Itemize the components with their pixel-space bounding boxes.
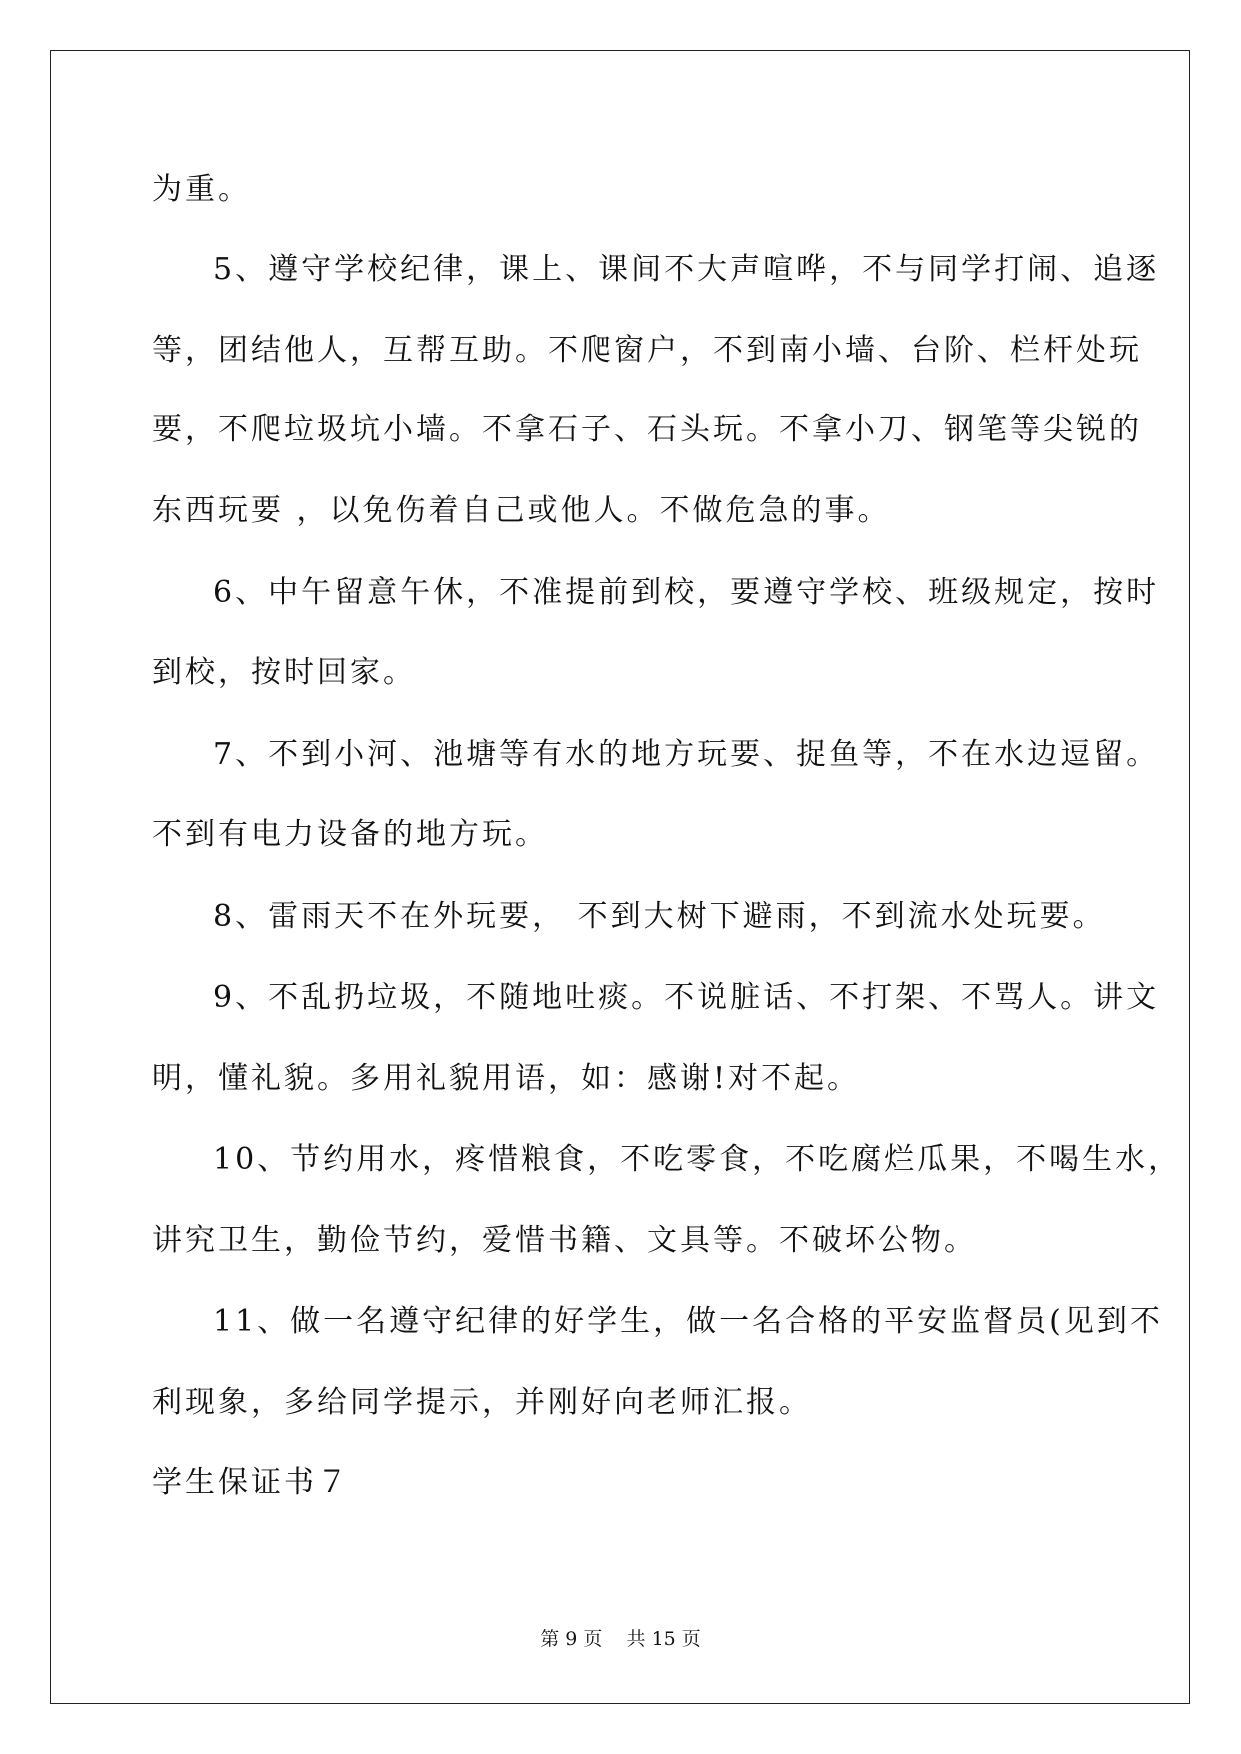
text-line: 5、遵守学校纪律，课上、课间不大声喧哗，不与同学打闹、追逐	[213, 252, 1160, 287]
text-line: 要，不爬垃圾坑小墙。不拿石子、石头玩。不拿小刀、钢笔等尖锐的	[152, 412, 1142, 447]
text-line: 到校，按时回家。	[152, 655, 416, 690]
text-line: 讲究卫生，勤俭节约，爱惜书籍、文具等。不破坏公物。	[152, 1223, 977, 1258]
text-line: 等，团结他人，互帮互助。不爬窗户，不到南小墙、台阶、栏杆处玩	[152, 333, 1142, 368]
text-line: 不到有电力设备的地方玩。	[152, 817, 548, 852]
text-line: 9、不乱扔垃圾，不随地吐痰。不说脏话、不打架、不骂人。讲文	[213, 980, 1160, 1015]
text-line: 11、做一名遵守纪律的好学生，做一名合格的平安监督员(见到不	[213, 1304, 1163, 1339]
text-line: 8、雷雨天不在外玩要， 不到大树下避雨，不到流水处玩要。	[213, 899, 1106, 934]
text-line: 7、不到小河、池塘等有水的地方玩要、捉鱼等，不在水边逗留。	[213, 737, 1160, 772]
section-heading: 学生保证书７	[152, 1465, 350, 1500]
page-border	[50, 50, 1190, 1704]
text-line: 10、节约用水，疼惜粮食，不吃零食，不吃腐烂瓜果，不喝生水，	[213, 1142, 1182, 1177]
text-line: 6、中午留意午休，不准提前到校，要遵守学校、班级规定，按时	[213, 575, 1160, 610]
text-line: 东西玩要 ，以免伤着自己或他人。不做危急的事。	[152, 493, 891, 528]
text-line: 利现象，多给同学提示，并刚好向老师汇报。	[152, 1385, 812, 1420]
text-line: 明，懂礼貌。多用礼貌用语，如：感谢!对不起。	[152, 1061, 861, 1096]
page-footer: 第 9 页 共 15 页	[540, 1628, 701, 1650]
text-line: 为重。	[152, 172, 251, 207]
